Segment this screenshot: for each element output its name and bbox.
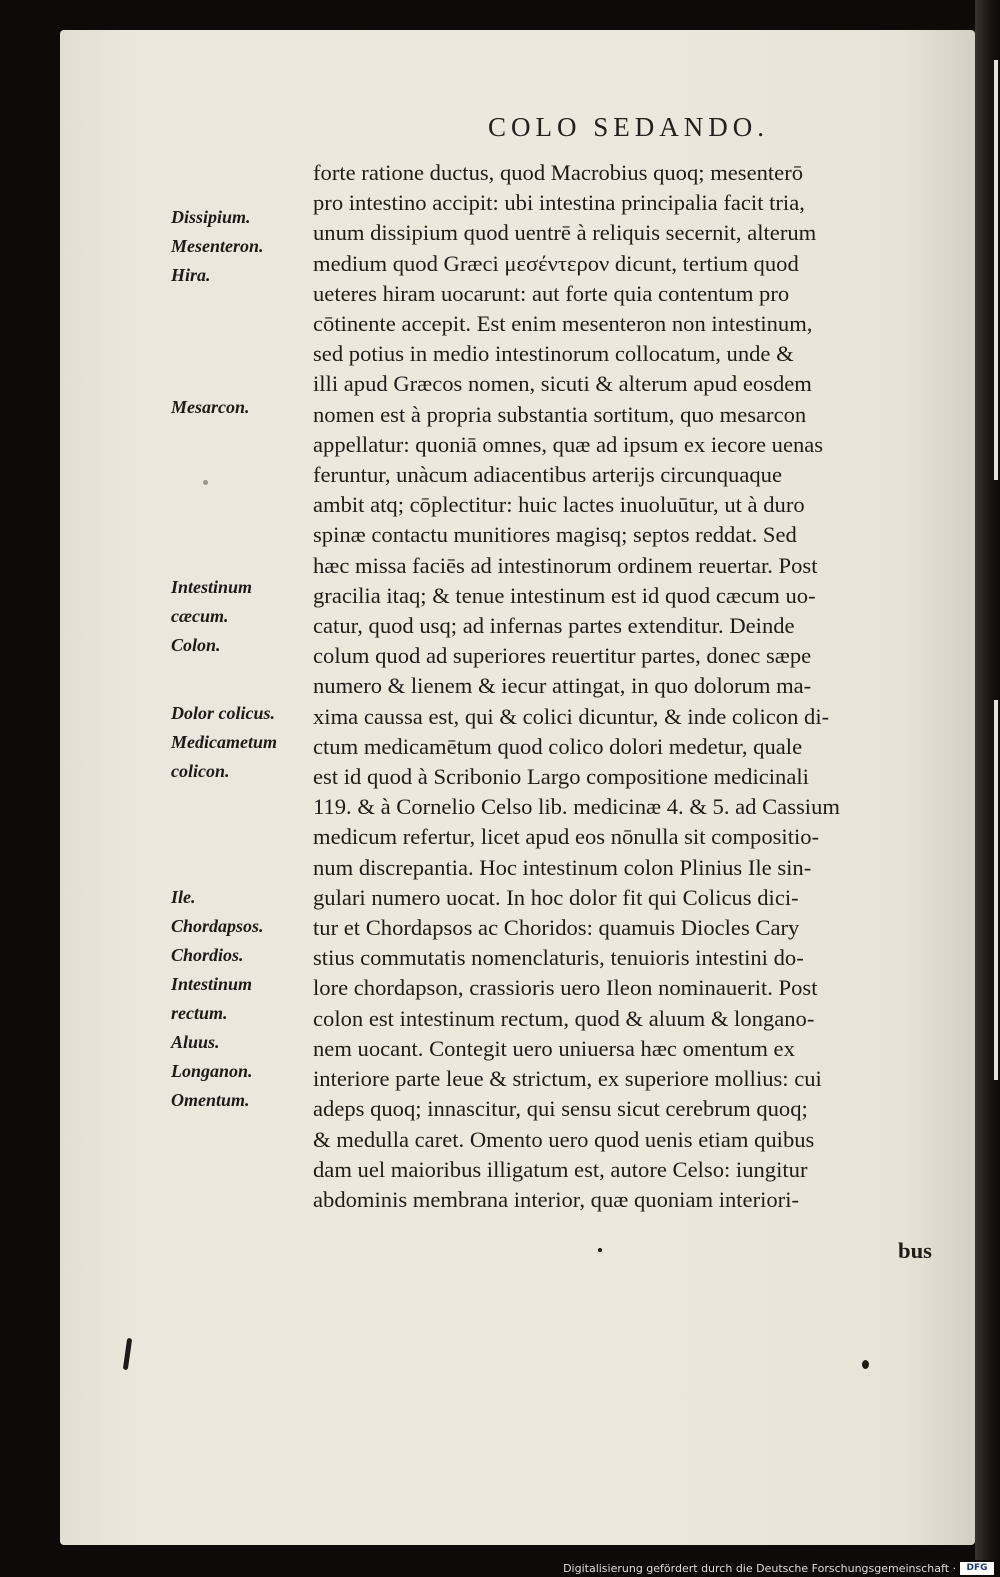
- text-line: ambit atq; cōplectitur: huic lactes inuoluūtur, ut à duro: [313, 492, 805, 518]
- note-line: Chordapsos.: [171, 916, 264, 936]
- body-text: [313, 158, 953, 1215]
- text-line: ctum medicamētum quod colico dolori medetur, quale: [313, 733, 803, 759]
- text-line: & medulla caret. Omento uero quod uenis etiam quibus: [313, 1126, 815, 1152]
- note-line: Ile.: [171, 887, 196, 907]
- note-line: Longanon.: [171, 1061, 253, 1081]
- book-spine: [975, 0, 1000, 1560]
- note-line: Mesenteron.: [171, 236, 264, 256]
- spine-edge: [994, 700, 998, 1080]
- note-line: rectum.: [171, 1003, 228, 1023]
- text-line: appellatur: quoniā omnes, quæ ad ipsum ex iecore uenas: [313, 431, 824, 457]
- text-line: medium quod Græci μεσέντερον dicunt, tertium quod: [313, 250, 799, 276]
- note-line: colicon.: [171, 761, 230, 781]
- text-line: nem uocant. Contegit uero uniuersa hæc omentum ex: [313, 1035, 795, 1061]
- text-line: colum quod ad superiores reuertitur partes, donec sæpe: [313, 643, 812, 669]
- note-line: Dissipium.: [171, 207, 251, 227]
- text-line: medicum refertur, licet apud eos nōnulla sit compositio-: [313, 824, 820, 850]
- text-line: unum dissipium quod uentrē à reliquis secernit, alterum: [313, 220, 817, 246]
- text-line: adeps quoq; innascitur, qui sensu sicut cerebrum quoq;: [313, 1096, 808, 1122]
- text-line: lore chordapson, crassioris uero Ileon nominauerit. Post: [313, 975, 818, 1001]
- note-line: Hira.: [171, 265, 211, 285]
- text-line: ueteres hiram uocarunt: aut forte quia contentum pro: [313, 280, 790, 306]
- text-line: spinæ contactu munitiores magisq; septos reddat. Sed: [313, 522, 797, 548]
- note-line: Mesarcon.: [171, 397, 250, 417]
- note-line: cæcum.: [171, 606, 229, 626]
- text-line: colon est intestinum rectum, quod & aluum & longano-: [313, 1005, 815, 1031]
- text-line: pro intestino accipit: ubi intestina principalia facit tria,: [313, 190, 805, 216]
- note-line: Omentum.: [171, 1090, 250, 1110]
- ink-spot: [862, 1360, 869, 1369]
- ink-spot: [203, 480, 208, 485]
- text-line: illi apud Græcos nomen, sicuti & alterum apud eosdem: [313, 371, 812, 397]
- note-line: Aluus.: [171, 1032, 220, 1052]
- spine-edge: [994, 60, 998, 480]
- text-line: 119. & à Cornelio Celso lib. medicinæ 4. & 5. ad Cassium: [313, 794, 840, 820]
- text-line: interiore parte leue & strictum, ex superiore mollius: cui: [313, 1066, 822, 1092]
- note-line: Dolor colicus.: [171, 703, 276, 723]
- text-line: tur et Chordapsos ac Choridos: quamuis Diocles Cary: [313, 915, 800, 941]
- ink-spot: [598, 1248, 602, 1252]
- text-line: abdominis membrana interior, quæ quoniam interiori-: [313, 1186, 800, 1212]
- dfg-logo-icon: DFG: [960, 1562, 994, 1575]
- text-line: cōtinente accepit. Est enim mesenteron non intestinum,: [313, 311, 813, 337]
- catchword: bus: [898, 1238, 932, 1263]
- note-line: Intestinum: [171, 577, 253, 597]
- footer-credit: Digitalisierung gefördert durch die Deutsche Forschungsgemeinschaft ·: [563, 1562, 956, 1575]
- marginal-note-mesarcon: [171, 393, 306, 422]
- note-line: Colon.: [171, 635, 221, 655]
- digitization-footer: [0, 1560, 1000, 1577]
- text-line: hæc missa faciēs ad intestinorum ordinem reuertar. Post: [313, 552, 818, 578]
- running-header: COLO SEDANDO.: [488, 112, 769, 142]
- text-line: gracilia itaq; & tenue intestinum est id quod cæcum uo-: [313, 582, 816, 608]
- text-line: feruntur, unàcum adiacentibus arterijs circunquaque: [313, 462, 782, 488]
- marginal-note-dolor-colicus: [171, 699, 306, 786]
- text-line: num discrepantia. Hoc intestinum colon Plinius Ile sin-: [313, 854, 812, 880]
- marginal-note-dissipium: [171, 203, 306, 290]
- text-line: stius commutatis nomenclaturis, tenuioris intestini do-: [313, 945, 804, 971]
- text-line: sed potius in medio intestinorum collocatum, unde &: [313, 341, 794, 367]
- marginal-note-ile: [171, 883, 306, 1115]
- text-line: numero & lienem & iecur attingat, in quo dolorum ma-: [313, 673, 812, 699]
- note-line: Medicametum: [171, 732, 277, 752]
- note-line: Chordios.: [171, 945, 244, 965]
- text-line: xima caussa est, qui & colici dicuntur, & inde colicon di-: [313, 703, 830, 729]
- text-line: gulari numero uocat. In hoc dolor fit qui Colicus dici-: [313, 884, 799, 910]
- text-line: forte ratione ductus, quod Macrobius quoq; mesenterō: [313, 160, 804, 185]
- text-line: dam uel maioribus illigatum est, autore Celso: iungitur: [313, 1156, 808, 1182]
- note-line: Intestinum: [171, 974, 253, 994]
- marginal-note-intestinum-caecum: [171, 573, 306, 660]
- text-line: est id quod à Scribonio Largo compositione medicinali: [313, 764, 809, 790]
- text-line: catur, quod usq; ad infernas partes extenditur. Deinde: [313, 613, 795, 639]
- text-line: nomen est à propria substantia sortitum, quo mesarcon: [313, 401, 807, 427]
